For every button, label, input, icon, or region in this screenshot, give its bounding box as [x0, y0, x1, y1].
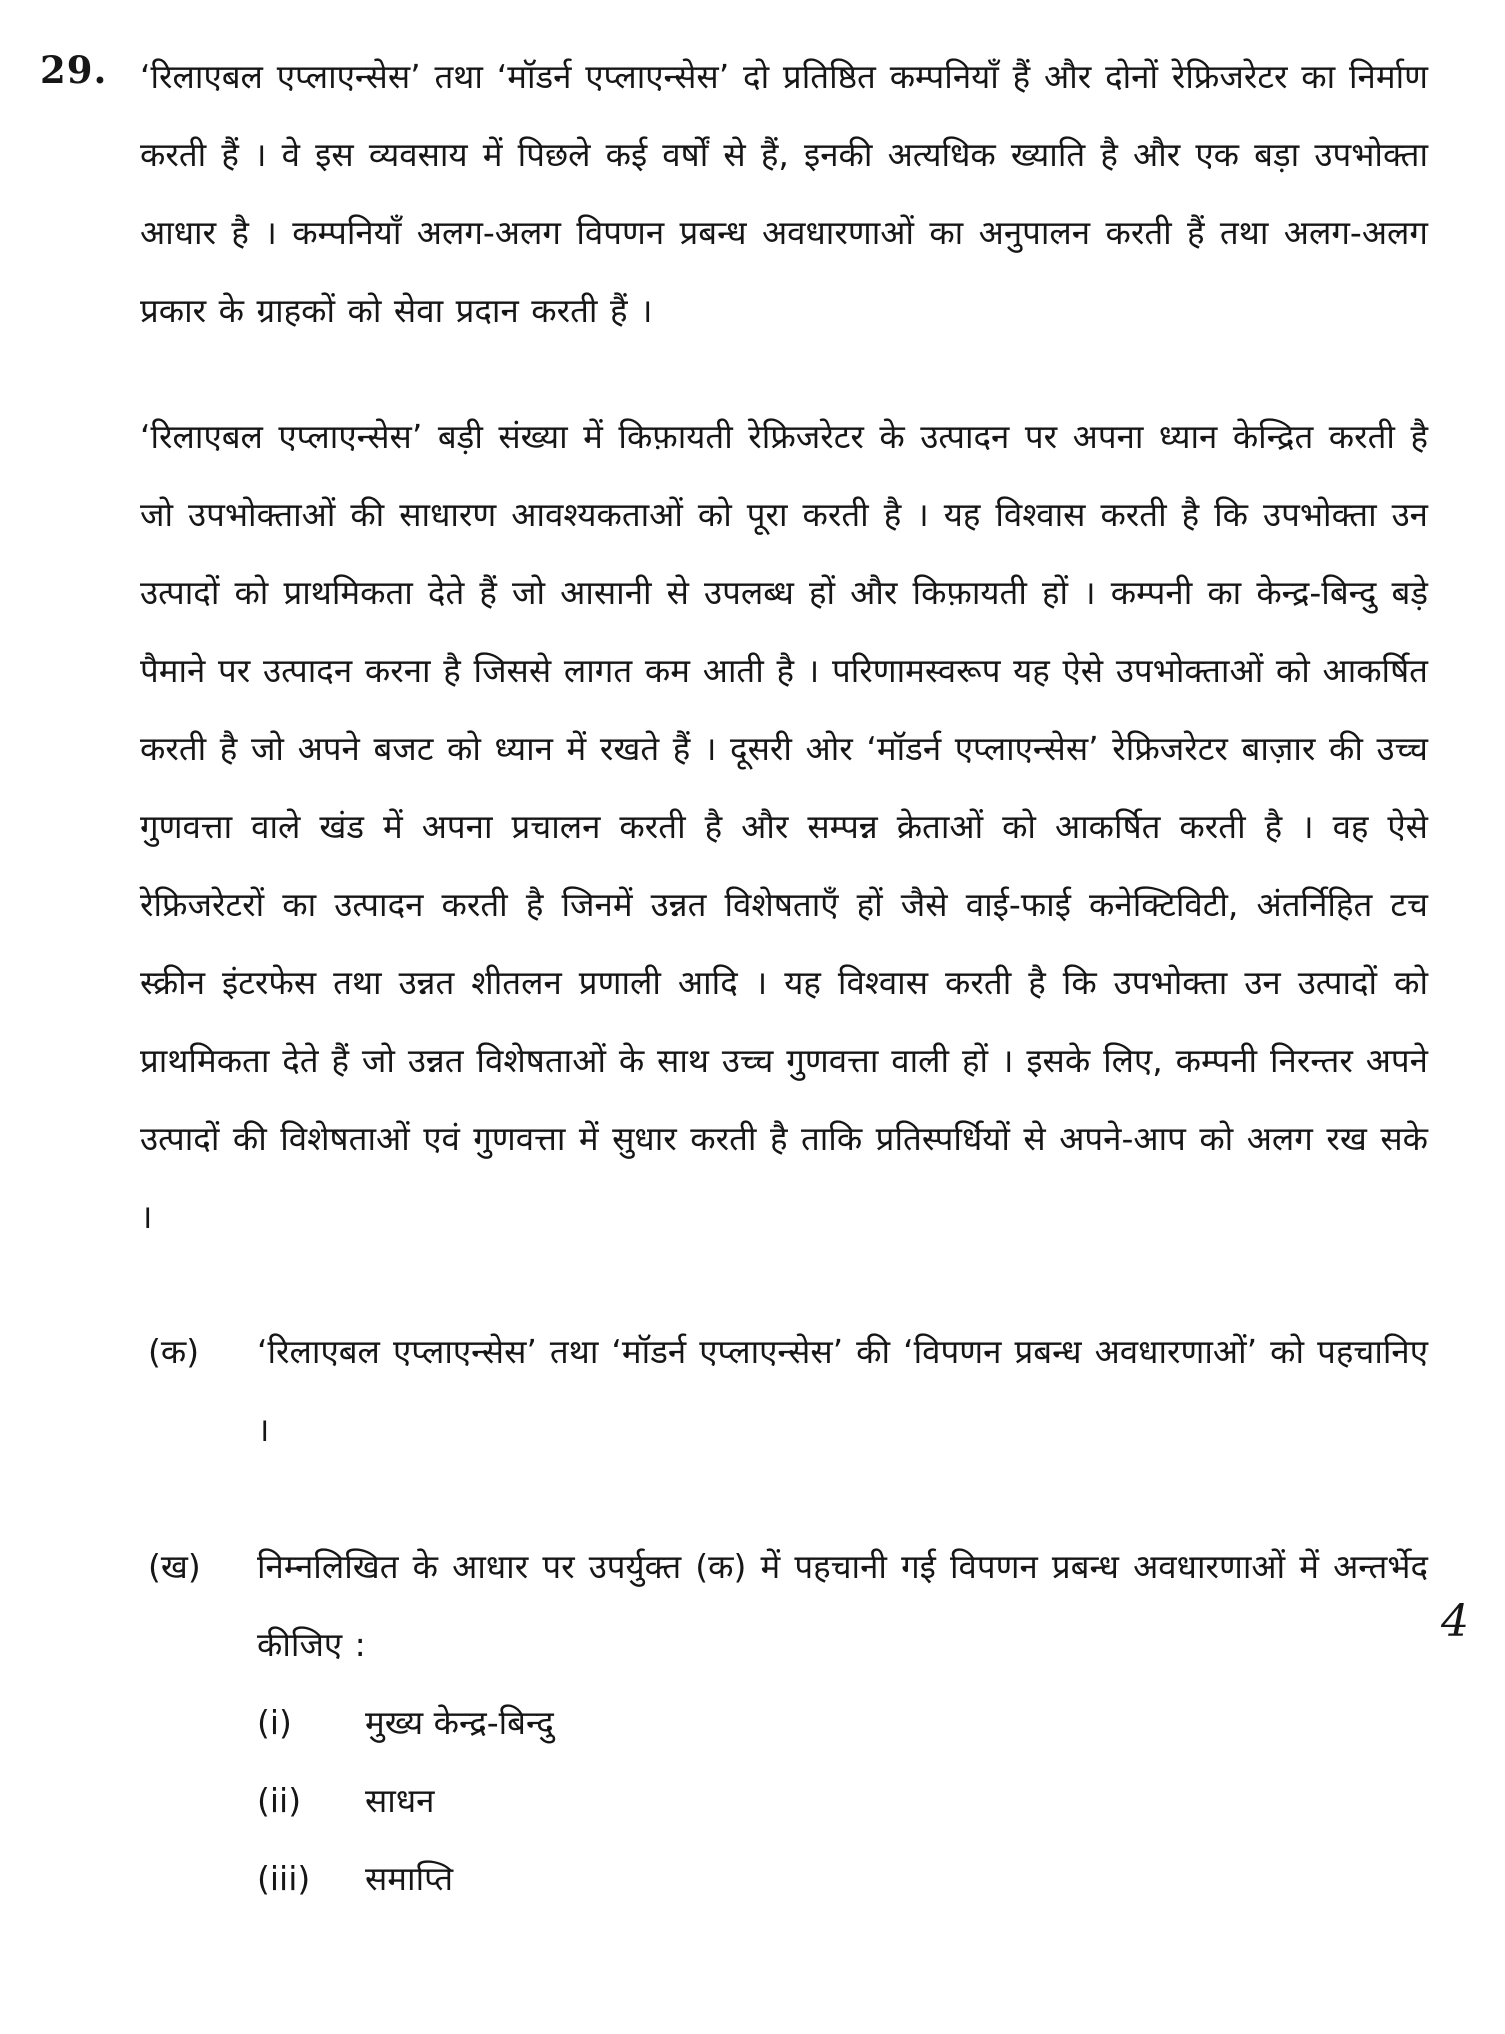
- subpart-ii: [257, 1762, 1428, 1840]
- question-parts: [140, 1313, 1428, 1918]
- question-body: [140, 38, 1428, 1918]
- question-case-paragraph: ‘रिलाएबल एप्लाएन्सेस’ बड़ी संख्या में किफ़ायती रेफ्रिजरेटर के उत्पादन पर अपना ध्यान केन्द्रित करती है जो उपभोक्ताओं की साधारण आवश्यकताओं को पूरा करती है । यह विश्वास करती है कि उपभोक्ता उन उत्पादों को प्राथमिकता देते हैं जो आसानी से उपलब्ध हों और किफ़ायती हों । कम्पनी का केन्द्र-बिन्दु बड़े पैमाने पर उत्पादन करना है जिससे लागत कम आती है । परिणामस्वरूप यह ऐसे उपभोक्ताओं को आकर्षित करती है जो अपने बजट को ध्यान में रखते हैं । दूसरी ओर ‘मॉडर्न एप्लाएन्सेस’ रेफ्रिजरेटर बाज़ार की उच्च गुणवत्ता वाले खंड में अपना प्रचालन करती है और सम्पन्न क्रेताओं को आकर्षित करती है । वह ऐसे रेफ्रिजरेटरों का उत्पादन करती है जिनमें उन्नत विशेषताएँ हों जैसे वाई-फाई कनेक्टिविटी, अंतर्निहित टच स्क्रीन इंटरफेस तथा उन्नत शीतलन प्रणाली आदि । यह विश्वास करती है कि उपभोक्ता उन उत्पादों को प्राथमिकता देते हैं जो उन्नत विशेषताओं के साथ उच्च गुणवत्ता वाली हों । इसके लिए, कम्पनी निरन्तर अपने उत्पादों की विशेषताओं एवं गुणवत्ता में सुधार करती है ताकि प्रतिस्पर्धियों से अपने-आप को अलग रख सके ।: [140, 417, 1428, 1236]
- subpart-iii-label: (iii): [257, 1859, 311, 1898]
- part-kha: [148, 1528, 1428, 1918]
- subpart-iii-text: समाप्ति: [365, 1859, 454, 1898]
- subpart-ii-text: साधन: [365, 1781, 435, 1820]
- question-intro-paragraph: ‘रिलाएबल एप्लाएन्सेस’ तथा ‘मॉडर्न एप्लाएन्सेस’ दो प्रतिष्ठित कम्पनियाँ हैं और दोनों रेफ्रिजरेटर का निर्माण करती हैं । वे इस व्यवसाय में पिछले कई वर्षों से हैं, इनकी अत्यधिक ख्याति है और एक बड़ा उपभोक्ता आधार है । कम्पनियाँ अलग-अलग विपणन प्रबन्ध अवधारणाओं का अनुपालन करती हैं तथा अलग-अलग प्रकार के ग्राहकों को सेवा प्रदान करती हैं ।: [140, 57, 1428, 330]
- part-kha-content: [257, 1528, 1428, 1918]
- part-ka-label: (क): [148, 1332, 200, 1371]
- subpart-i: [257, 1684, 1428, 1762]
- subpart-i-label: (i): [257, 1703, 292, 1742]
- marks-value: 4: [1441, 1596, 1469, 1647]
- part-ka-content: [257, 1313, 1428, 1469]
- subpart-iii: [257, 1840, 1428, 1918]
- part-kha-label: (ख): [148, 1547, 201, 1586]
- part-ka: [148, 1313, 1428, 1469]
- subpart-ii-label: (ii): [257, 1781, 302, 1820]
- part-ka-text: ‘रिलाएबल एप्लाएन्सेस’ तथा ‘मॉडर्न एप्लाएन्सेस’ की ‘विपणन प्रबन्ध अवधारणाओं’ को पहचानिए ।: [257, 1332, 1428, 1449]
- question-number: 29.: [40, 48, 108, 92]
- subpart-i-text: मुख्य केन्द्र-बिन्दु: [365, 1703, 554, 1742]
- part-kha-subparts: [257, 1684, 1428, 1918]
- part-kha-text: निम्नलिखित के आधार पर उपर्युक्त (क) में पहचानी गई विपणन प्रबन्ध अवधारणाओं में अन्तर्भेद कीजिए :: [257, 1547, 1428, 1664]
